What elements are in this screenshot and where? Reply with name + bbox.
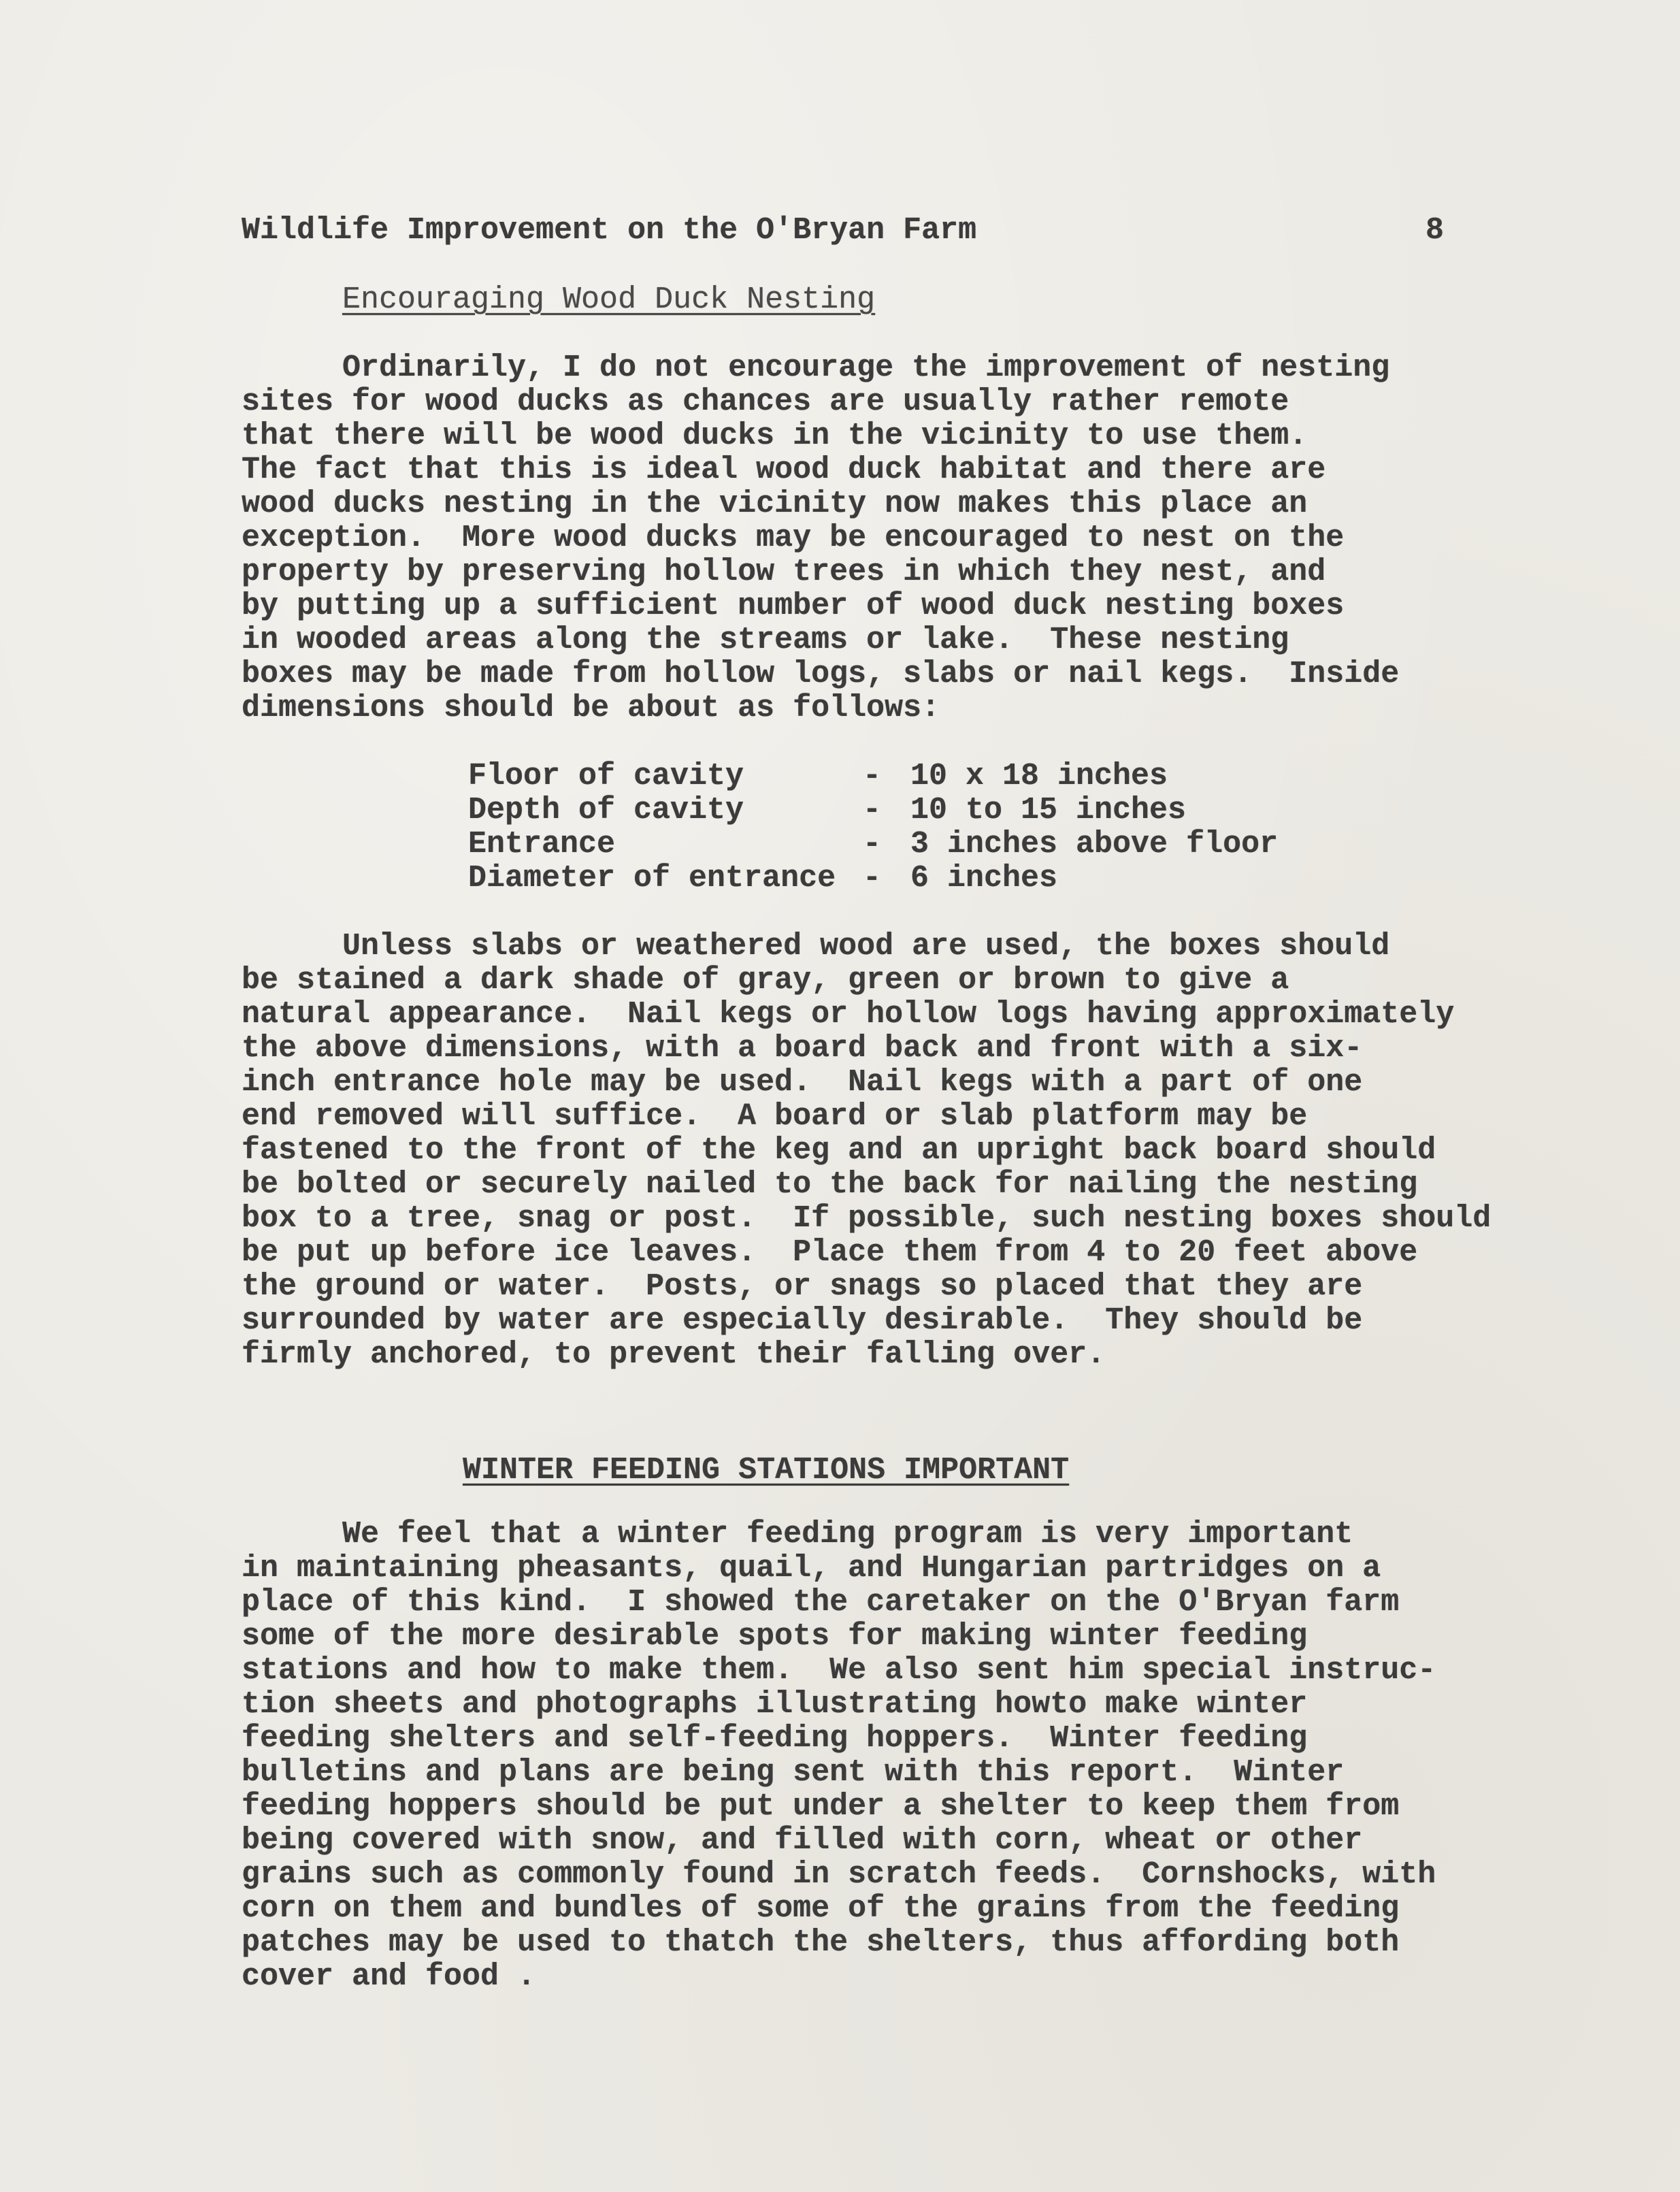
text-line: Unless slabs or weathered wood are used, the boxes should [342, 929, 1390, 964]
dimension-label: Depth of cavity [468, 793, 744, 828]
text-line: the ground or water. Posts, or snags so placed that they are [242, 1269, 1363, 1304]
dimension-separator: - [863, 793, 882, 828]
text-line: end removed will suffice. A board or slab platform may be [242, 1099, 1308, 1134]
text-line: natural appearance. Nail kegs or hollow logs having approximately [242, 997, 1455, 1032]
text-line: in maintaining pheasants, quail, and Hungarian partridges on a [242, 1551, 1381, 1586]
page-number: 8 [1426, 213, 1445, 248]
dimension-row [468, 794, 1278, 828]
dimension-separator: - [863, 861, 882, 896]
text-line: by putting up a sufficient number of wood duck nesting boxes [242, 589, 1345, 623]
text-line: be stained a dark shade of gray, green or brown to give a [242, 963, 1289, 998]
text-line: tion sheets and photographs illustrating howto make winter [242, 1687, 1308, 1722]
text-line: box to a tree, snag or post. If possible, such nesting boxes should [242, 1201, 1492, 1236]
dimension-label: Floor of cavity [468, 759, 744, 794]
text-line: The fact that this is ideal wood duck habitat and there are [242, 453, 1326, 487]
text-line: firmly anchored, to prevent their falling over. [242, 1337, 1106, 1372]
dimension-value: 6 inches [910, 861, 1058, 896]
paragraph-winter-feeding [242, 1518, 1436, 1994]
dimension-separator: - [863, 759, 882, 794]
text-line: the above dimensions, with a board back and front with a six- [242, 1031, 1363, 1066]
section-heading-winter-feeding: WINTER FEEDING STATIONS IMPORTANT [463, 1453, 1070, 1488]
dimensions-table [468, 759, 1278, 896]
text-line: sites for wood ducks as chances are usually rather remote [242, 385, 1289, 419]
text-line: stations and how to make them. We also sent him special instruc- [242, 1653, 1436, 1688]
text-line: place of this kind. I showed the caretaker on the O'Bryan farm [242, 1585, 1400, 1620]
text-line: be bolted or securely nailed to the back for nailing the nesting [242, 1167, 1418, 1202]
text-line: feeding hoppers should be put under a shelter to keep them from [242, 1789, 1400, 1824]
text-line: patches may be used to thatch the shelters, thus affording both [242, 1925, 1400, 1960]
dimension-value: 10 x 18 inches [910, 759, 1168, 794]
text-line: in wooded areas along the streams or lake. These nesting [242, 623, 1289, 657]
text-line: feeding shelters and self-feeding hoppers. Winter feeding [242, 1721, 1308, 1756]
text-line: property by preserving hollow trees in which they nest, and [242, 555, 1326, 589]
paragraph-wood-duck-intro [242, 351, 1399, 725]
text-line: exception. More wood ducks may be encouraged to nest on the [242, 521, 1345, 555]
dimension-row [468, 759, 1278, 794]
dimension-separator: - [863, 827, 882, 862]
dimension-label: Entrance [468, 827, 616, 862]
text-line: fastened to the front of the keg and an upright back board should [242, 1133, 1436, 1168]
text-line: that there will be wood ducks in the vicinity to use them. [242, 419, 1308, 453]
text-line: grains such as commonly found in scratch feeds. Cornshocks, with [242, 1857, 1436, 1892]
text-line: We feel that a winter feeding program is very important [342, 1517, 1353, 1552]
dimension-row [468, 862, 1278, 896]
text-line: wood ducks nesting in the vicinity now makes this place an [242, 487, 1308, 521]
text-line: Ordinarily, I do not encourage the improvement of nesting [342, 350, 1390, 385]
text-line: be put up before ice leaves. Place them from 4 to 20 feet above [242, 1235, 1418, 1270]
text-line: being covered with snow, and filled with corn, wheat or other [242, 1823, 1363, 1858]
paragraph-nesting-boxes [242, 930, 1491, 1372]
text-line: surrounded by water are especially desirable. They should be [242, 1303, 1363, 1338]
dimension-row [468, 828, 1278, 862]
dimension-label: Diameter of entrance [468, 861, 836, 896]
text-line: boxes may be made from hollow logs, slabs or nail kegs. Inside [242, 657, 1400, 691]
section-heading-wood-duck: Encouraging Wood Duck Nesting [342, 282, 876, 317]
dimension-value: 10 to 15 inches [910, 793, 1187, 828]
text-line: corn on them and bundles of some of the grains from the feeding [242, 1891, 1400, 1926]
text-line: some of the more desirable spots for making winter feeding [242, 1619, 1308, 1654]
text-line: cover and food . [242, 1959, 536, 1994]
text-line: bulletins and plans are being sent with this report. Winter [242, 1755, 1345, 1790]
dimension-value: 3 inches above floor [910, 827, 1279, 862]
text-line: dimensions should be about as follows: [242, 691, 940, 725]
page-header-title: Wildlife Improvement on the O'Bryan Farm [242, 213, 977, 248]
text-line: inch entrance hole may be used. Nail kegs with a part of one [242, 1065, 1363, 1100]
